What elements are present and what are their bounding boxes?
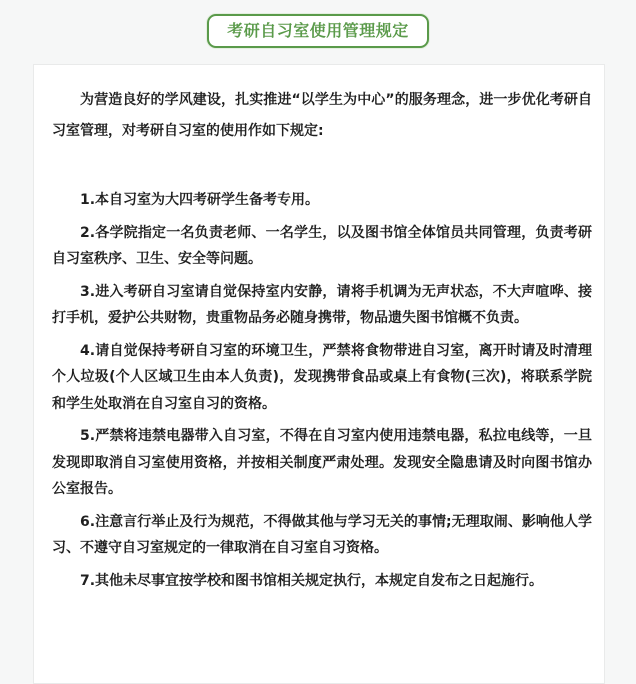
page-title: 考研自习室使用管理规定 xyxy=(207,14,429,48)
rule-3: 3.进入考研自习室请自觉保持室内安静，请将手机调为无声状态，不大声喧哗、接打手机，爱护公共财物，贵重物品务必随身携带，物品遗失图书馆概不负责。 xyxy=(52,283,592,326)
document-body xyxy=(52,85,592,600)
rule-5: 5.严禁将违禁电器带入自习室，不得在自习室内使用违禁电器，私拉电线等，一旦发现即取消自习室使用资格，并按相关制度严肃处理。发现安全隐患请及时向图书馆办公室报告。 xyxy=(52,428,592,497)
rule-4: 4.请自觉保持考研自习室的环境卫生，严禁将食物带进自习室，离开时请及时清理个人垃圾(个人区域卫生由本人负责)，发现携带食品或桌上有食物(三次)，将联系学院和学生处取消在自习室自习的资格。 xyxy=(52,342,592,412)
rule-2: 2.各学院指定一名负责老师、一名学生，以及图书馆全体馆员共同管理，负责考研自习室秩序、卫生、安全等问题。 xyxy=(52,224,592,267)
rule-7: 7.其他未尽事宜按学校和图书馆相关规定执行，本规定自发布之日起施行。 xyxy=(80,572,544,589)
title-container xyxy=(0,14,636,48)
intro-paragraph: 为营造良好的学风建设，扎实推进“以学生为中心”的服务理念，进一步优化考研自习室管理，对考研自习室的使用作如下规定: xyxy=(52,92,592,139)
rule-6: 6.注意言行举止及行为规范，不得做其他与学习无关的事情;无理取闹、影响他人学习、不遵守自习室规定的一律取消在自习室自习资格。 xyxy=(52,513,592,556)
rule-1: 1.本自习室为大四考研学生备考专用。 xyxy=(80,192,320,208)
